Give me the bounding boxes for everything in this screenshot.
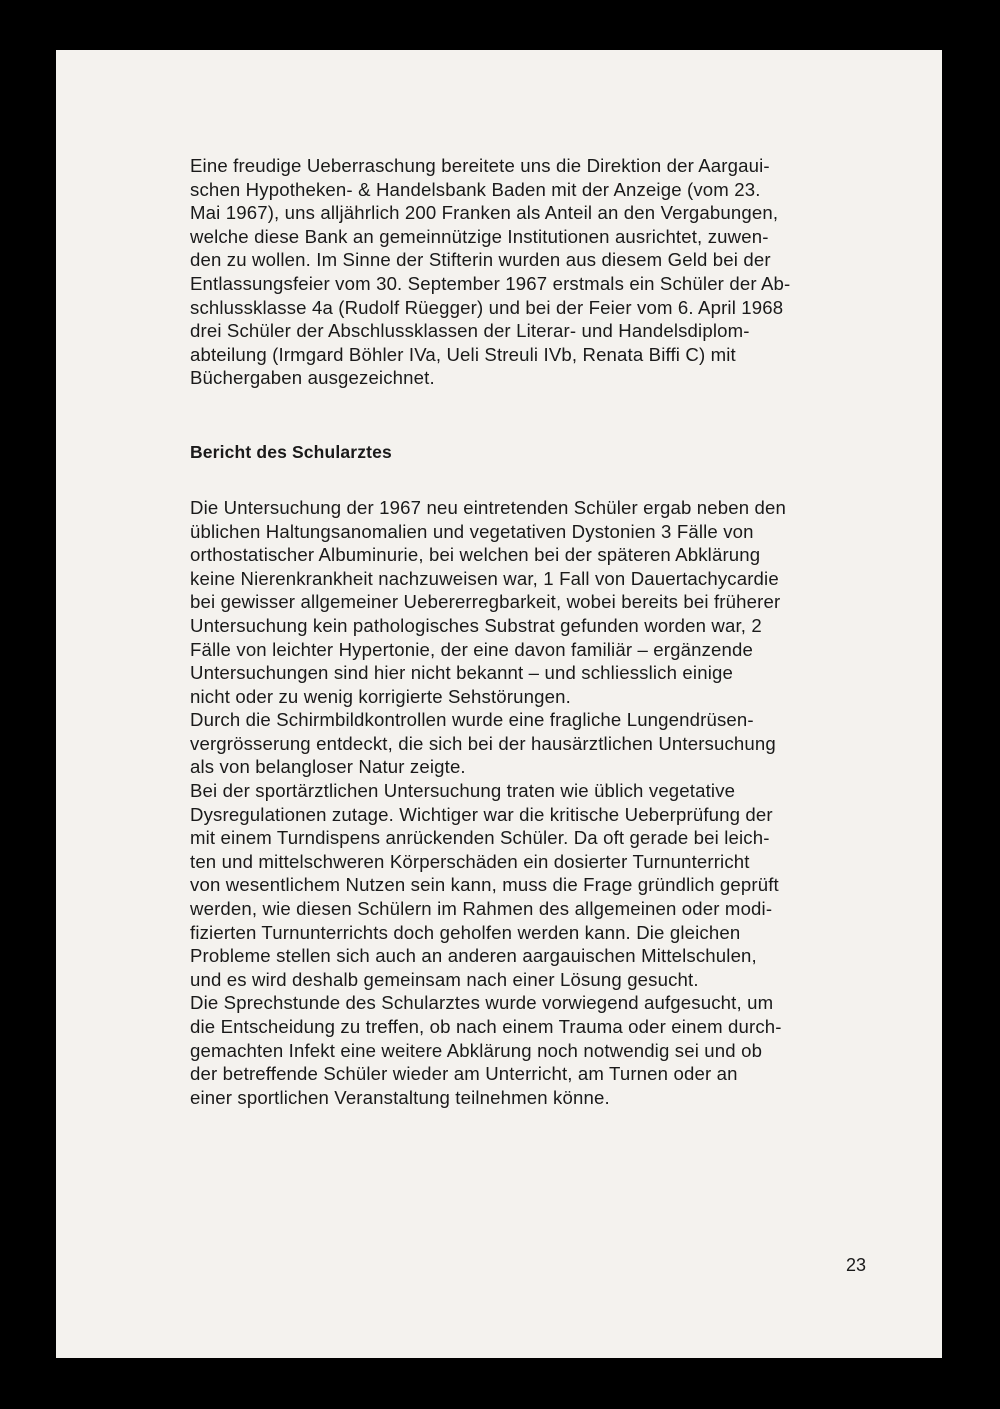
section-paragraph-4: Die Sprechstunde des Schularztes wurde vorwiegend aufgesucht, um die Entscheidung zu treffen, ob nach einem Trauma oder einem durch- gemachten Infekt eine weitere Abklärung noch notwendig sei und ob der betreffende Schüler wieder am Unterricht, am Turnen oder an einer sportlichen Veranstaltung teilnehmen könne.	[190, 992, 782, 1108]
page-number: 23	[846, 1255, 867, 1275]
section-body	[190, 496, 872, 1109]
document-page	[56, 50, 942, 1358]
section-paragraph-3: Bei der sportärztlichen Untersuchung traten wie üblich vegetative Dysregulationen zutage. Wichtiger war die kritische Ueberprüfung der mit einem Turndispens anrückenden Schüler. Da oft gerade bei leich- ten und mittelschweren Körperschäden ein dosierter Turnunterricht von wesentlichem Nutzen sein kann, muss die Frage gründlich geprüft werden, wie diesen Schülern im Rahmen des allgemeinen oder modi- fizierten Turnunterrichts doch geholfen werden kann. Die gleichen Probleme stellen sich auch an anderen aargauischen Mittelschulen, und es wird deshalb gemeinsam nach einer Lösung gesucht.	[190, 780, 779, 990]
section-paragraph-1: Die Untersuchung der 1967 neu eintretenden Schüler ergab neben den üblichen Haltungsanomalien und vegetativen Dystonien 3 Fälle von orthostatischer Albuminurie, bei welchen bei der späteren Abklärung keine Nierenkrankheit nachzuweisen war, 1 Fall von Dauertachycardie bei gewisser allgemeiner Uebererregbarkeit, wobei bereits bei früherer Untersuchung kein pathologisches Substrat gefunden worden war, 2 Fälle von leichter Hypertonie, der eine davon familiär – ergänzende Untersuchungen sind hier nicht bekannt – und schliesslich einige nicht oder zu wenig korrigierte Sehstörungen.	[190, 496, 787, 707]
intro-paragraph: Eine freudige Ueberraschung bereitete uns die Direktion der Aargaui- schen Hypotheken- & Handelsbank Baden mit der Anzeige (vom 23. Mai 1967), uns alljährlich 200 Franken als Anteil an den Vergabungen, welche diese Bank an gemeinnützige Institutionen ausrichtet, zuwen- den zu wollen. Im Sinne der Stifterin wurden aus diesem Geld bei der Entlassungsfeier vom 30. September 1967 erstmals ein Schüler der Ab- schlussklasse 4a (Rudolf Rüegger) und bei der Feier vom 6. April 1968 drei Schüler der Abschlussklassen der Literar- und Handelsdiplom- abteilung (Irmgard Böhler IVa, Ueli Streuli IVb, Renata Biffi C) mit Büchergaben ausgezeichnet.	[190, 155, 791, 389]
section-paragraph-2: Durch die Schirmbildkontrollen wurde eine fragliche Lungendrüsen- vergrösserung entdeckt, die sich bei der hausärztlichen Untersuchung als von belangloser Natur zeigte.	[190, 709, 776, 778]
section-heading: Bericht des Schularztes	[190, 441, 392, 462]
page-content	[190, 154, 872, 1109]
